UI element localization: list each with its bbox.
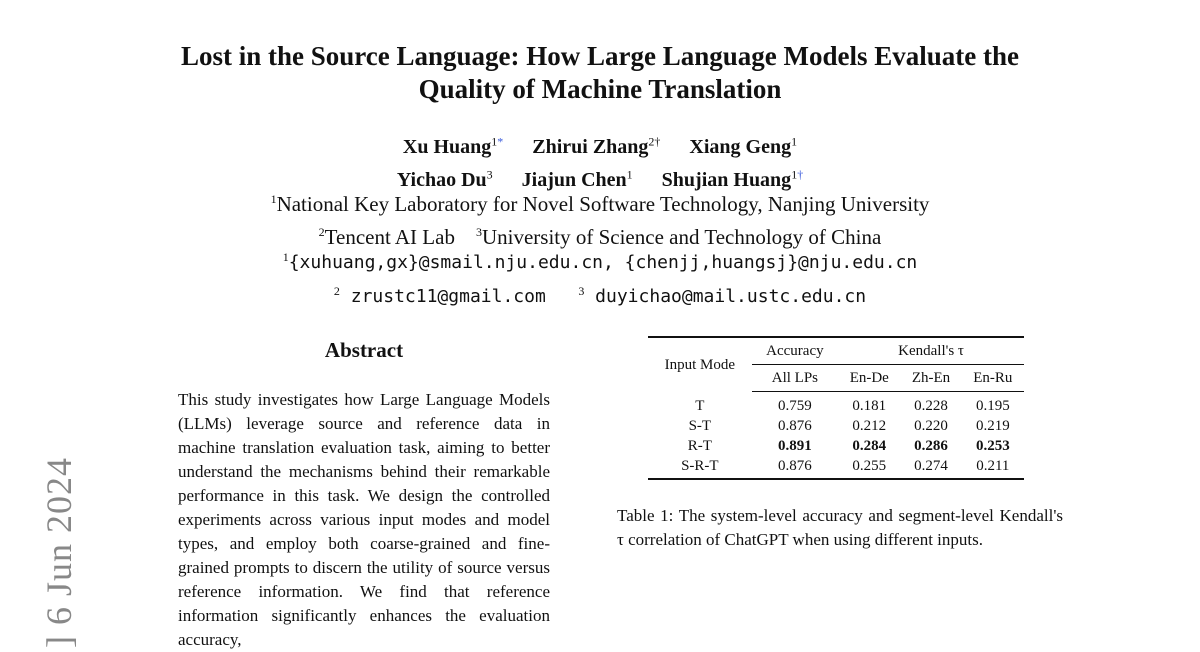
- cell-accuracy: 0.891: [778, 438, 812, 454]
- cell-accuracy: 0.876: [778, 418, 812, 434]
- cell-mode: R-T: [687, 438, 712, 454]
- affiliation-line-1: $^1$National Key Laboratory for Novel Software Technology, Nanjing University: [270, 192, 930, 216]
- affiliation-line-2: $^2$Tencent AI Lab $^3$University of Science and Technology of China: [318, 225, 882, 249]
- affiliations: [100, 185, 1100, 251]
- author-row-1: [100, 127, 1100, 161]
- header-accuracy: Accuracy: [752, 337, 839, 365]
- table-row: [648, 456, 1024, 479]
- results-table-container: [648, 336, 1024, 480]
- email-line-1: $^1${xuhuang,gx}@smail.nju.edu.cn, {chenjj,huangsj}@nju.edu.cn: [282, 250, 918, 273]
- table-row: [648, 416, 1024, 436]
- subheader-zh-en: Zh-En: [900, 365, 961, 392]
- cell-en-de: 0.255: [838, 456, 900, 479]
- subheader-all-lps: All LPs: [752, 365, 839, 392]
- paper-title: [100, 40, 1100, 106]
- results-table: [648, 336, 1024, 480]
- cell-en-de: 0.284: [852, 438, 887, 454]
- header-input-mode: Input Mode: [664, 356, 736, 373]
- author-zhirui-zhang: Zhirui Zhang$^{2\dagger}$: [532, 134, 661, 158]
- author-emails: [100, 243, 1100, 311]
- title-line-1: Lost in the Source Language: How Large Language Models Evaluate the: [180, 41, 1019, 71]
- cell-accuracy: 0.759: [778, 398, 812, 414]
- cell-en-ru: 0.195: [975, 398, 1010, 414]
- cell-en-de: 0.212: [852, 418, 887, 434]
- table-row-best: [648, 436, 1024, 456]
- cell-zh-en: 0.228: [914, 398, 948, 414]
- abstract-body: This study investigates how Large Language Models (LLMs) leverage source and reference data in machine translation evaluation task, aiming to better understand the mechanisms behind their remarkable performance in this task. We design the controlled experiments across various input modes and model types, and employ both coarse-grained and fine-grained prompts to discern the utility of source versus reference information. We find that reference information significantly enhances the evaluation accuracy,: [178, 390, 550, 649]
- table-caption: Table 1: The system-level accuracy and segment-level Kendall's τ correlation of ChatGPT when using different inputs.: [617, 506, 1063, 549]
- cell-en-de: 0.181: [852, 398, 887, 414]
- title-line-2: Quality of Machine Translation: [418, 74, 782, 104]
- email-ustc[interactable]: duyichao@mail.ustc.edu.cn: [595, 286, 867, 307]
- corresponding-author-mark: †: [797, 167, 804, 182]
- cell-mode: T: [695, 397, 705, 414]
- email-line-2: $^2$ zrustc11@gmail.com $^3$ duyichao@mail.ustc.edu.cn: [333, 284, 867, 307]
- author-xu-huang: Xu Huang$^{1*}$: [402, 134, 504, 158]
- cell-en-ru: 0.219: [975, 418, 1010, 434]
- author-jiajun-chen: Jiajun Chen$^1$: [521, 167, 633, 192]
- author-xiang-geng: Xiang Geng$^1$: [689, 134, 798, 158]
- cell-mode: S-R-T: [648, 456, 752, 479]
- cell-zh-en: 0.220: [914, 418, 948, 434]
- cell-zh-en: 0.274: [900, 456, 961, 479]
- subheader-en-ru: En-Ru: [962, 365, 1024, 392]
- cell-en-ru: 0.253: [975, 438, 1010, 454]
- table-row: [648, 392, 1024, 417]
- abstract-heading: Abstract: [324, 338, 404, 362]
- subheader-en-de: En-De: [838, 365, 900, 392]
- cell-zh-en: 0.286: [914, 438, 948, 454]
- email-nju[interactable]: {xuhuang,gx}@smail.nju.edu.cn, {chenjj,huangsj}@nju.edu.cn: [288, 252, 918, 273]
- cell-en-ru: 0.211: [962, 456, 1024, 479]
- cell-mode: S-T: [688, 418, 712, 434]
- header-kendall-tau: Kendall's τ: [838, 337, 1024, 365]
- email-gmail[interactable]: zrustc11@gmail.com: [350, 286, 546, 307]
- arxiv-side-stamp: ] 6 Jun 2024: [39, 457, 79, 648]
- author-yichao-du: Yichao Du$^3$: [396, 167, 493, 192]
- equal-contribution-mark: *: [497, 134, 504, 148]
- author-shujian-huang: Shujian Huang$^{1\dagger}$: [661, 167, 804, 192]
- cell-accuracy: 0.876: [752, 456, 839, 479]
